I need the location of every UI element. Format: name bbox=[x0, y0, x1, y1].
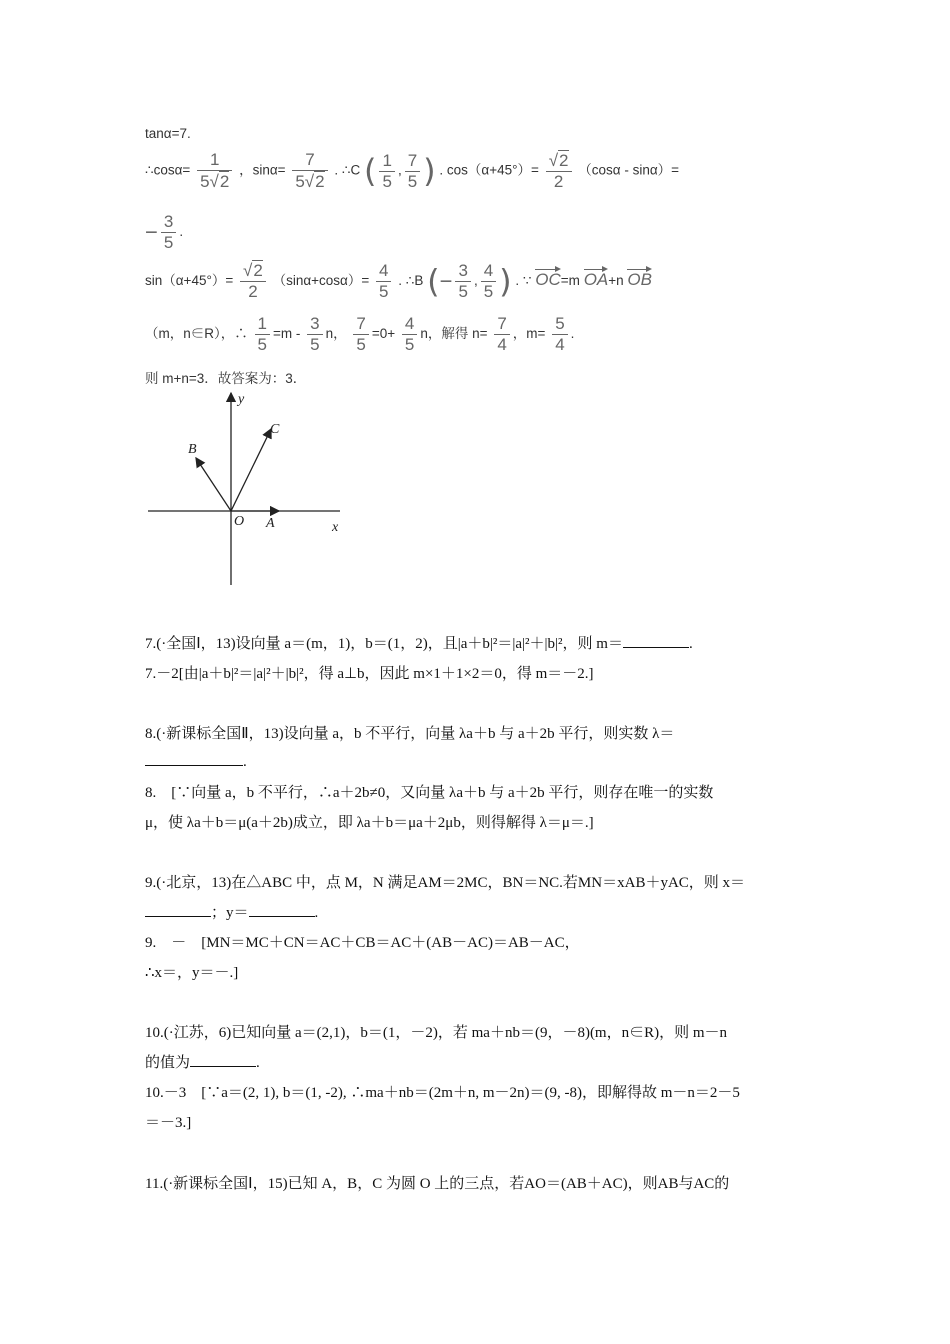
b-x-fraction: $\frac{3}{5}$ bbox=[455, 261, 470, 302]
a-label: A bbox=[266, 516, 275, 531]
sol6-line5: （m，n∈R），∴ $\frac{1}{5}$ =m - $\frac{3}{5}$ n， $\frac{7}{5}$ =0+ $\frac{4}{5}$ n，解得 n= $\frac{7}{4}$ ，m= $\frac{5}{4}$ . bbox=[145, 314, 575, 354]
answer-blank bbox=[249, 902, 315, 917]
q7-stem: 7.(·全国Ⅰ，13)设向量 a＝(m，1)，b＝(1，2)，且|a＋b|²＝|a|²＋|b|²，则 m＝ . bbox=[145, 632, 693, 653]
x-label: x bbox=[332, 520, 339, 535]
tan-text: tanα=7. bbox=[145, 126, 191, 141]
y-label: y bbox=[238, 392, 245, 407]
sol6-line4: sin（α+45°）= $\frac{√2}{2}$ （sinα+cosα）= $\frac{4}{5}$ . ∴B (− $\frac{3}{5}$ , $\frac{4}{5}$ ) . ∵ OC=m OA+n OB bbox=[145, 261, 652, 301]
point-b-label: . ∴B bbox=[398, 273, 424, 289]
b-y-fraction: $\frac{4}{5}$ bbox=[481, 261, 496, 302]
cos45-label: . cos（α+45°）= bbox=[439, 162, 539, 178]
q9-answer-2: ∴x＝，y＝－.] bbox=[145, 965, 239, 981]
point-c-label: . ∴C bbox=[334, 162, 361, 178]
vector-oc: OC bbox=[535, 266, 561, 290]
sol6-conclusion: 则 m+n=3．故答案为：3． bbox=[145, 371, 307, 386]
mn-real: （m，n∈R），∴ bbox=[145, 326, 248, 342]
q8-answer-2: μ，使 λa＋b＝μ(a＋2b)成立，即 λa＋b＝μa＋2μb，则得解得 λ＝μ＝.] bbox=[145, 815, 594, 831]
n-result: $\frac{7}{4}$ bbox=[494, 314, 509, 355]
q9-answer-1: 9. － [MN＝MC＋CN＝AC＋CB＝AC＋(AB－AC)＝AB－AC， bbox=[145, 935, 580, 951]
q10-answer-2: ＝－3.] bbox=[145, 1115, 192, 1131]
cos-minus-sin: （cosα - sinα）= bbox=[578, 162, 680, 178]
half-root2-fraction-2: $\frac{√2}{2}$ bbox=[240, 260, 266, 302]
sin-label: ，sinα= bbox=[239, 162, 286, 178]
m-result: $\frac{5}{4}$ bbox=[552, 314, 567, 355]
four-fifths: $\frac{4}{5}$ bbox=[376, 261, 391, 302]
q7-answer: 7.－2[由|a＋b|²＝|a|²＋|b|²，得 a⊥b，因此 m×1＋1×2＝0，得 m＝－2.] bbox=[145, 666, 594, 682]
q8-stem-cont: . bbox=[145, 751, 247, 771]
q10-stem-cont: 的值为 . bbox=[145, 1051, 260, 1072]
sol6-line1 bbox=[145, 126, 191, 141]
sol6-line2: ∴cosα= $\frac{1}{5√2}$ ，sinα= $\frac{7}{5√2}$ . ∴C ( $\frac{1}{5}$ , $\frac{7}{5}$ ) . cos（α+45°）= $\frac{√2}{2}$ （cosα - sinα）= bbox=[145, 150, 680, 191]
sol6-line3: − $\frac{3}{5}$ . bbox=[145, 212, 184, 252]
neg-three-fifths: $\frac{3}{5}$ bbox=[161, 212, 176, 253]
q10-stem: 10.(·江苏，6)已知向量 a＝(2,1)，b＝(1，－2)，若 ma＋nb＝(9，－8)(m，n∈R)，则 m－n bbox=[145, 1025, 728, 1041]
q9-stem: 9.(·北京，13)在△ABC 中，点 M，N 满足AM＝2MC，BN＝NC.若MN＝xAB＋yAC，则 x＝ bbox=[145, 875, 746, 891]
q8-stem: 8.(·新课标全国Ⅱ，13)设向量 a，b 不平行，向量 λa＋b 与 a＋2b 平行，则实数 λ＝ bbox=[145, 726, 675, 742]
half-root2-fraction: $\frac{√2}{2}$ bbox=[546, 150, 572, 192]
q10-answer-1: 10.－3 [∵a＝(2, 1), b＝(1, -2), ∴ma＋nb＝(2m＋n, m－2n)＝(9, -8)，即解得故 m－n＝2－5 bbox=[145, 1085, 740, 1101]
sin45-label: sin（α+45°）= bbox=[145, 273, 234, 289]
c-x-fraction: $\frac{1}{5}$ bbox=[379, 151, 394, 192]
cos-fraction: $\frac{1}{5√2}$ bbox=[197, 150, 232, 192]
answer-blank bbox=[145, 902, 211, 917]
sin-fraction: $\frac{7}{5√2}$ bbox=[292, 150, 327, 192]
eq1-fraction: $\frac{1}{5}$ bbox=[255, 314, 270, 355]
q8-answer-1: 8. [∵向量 a，b 不平行，∴a＋2b≠0，又向量 λa＋b 与 a＋2b 平行，则存在唯一的实数 bbox=[145, 785, 714, 801]
vector-ob: OB bbox=[627, 266, 652, 290]
vector-oc-arrow bbox=[231, 429, 271, 511]
q11-stem: 11.(·新课标全国Ⅰ，15)已知 A，B，C 为圆 O 上的三点，若AO＝(AB＋AC)，则AB与AC的 bbox=[145, 1176, 730, 1192]
answer-blank bbox=[623, 633, 689, 648]
origin-label: O bbox=[234, 514, 245, 529]
cos-label: ∴cosα= bbox=[145, 162, 191, 178]
c-y-fraction: $\frac{7}{5}$ bbox=[405, 151, 420, 192]
eq4-fraction: $\frac{4}{5}$ bbox=[402, 314, 417, 355]
answer-blank bbox=[190, 1052, 256, 1067]
q9-stem-cont: ；y＝ . bbox=[145, 901, 318, 922]
vector-ob-arrow bbox=[196, 458, 231, 511]
b-label: B bbox=[188, 442, 197, 457]
eq3-fraction: $\frac{7}{5}$ bbox=[353, 314, 368, 355]
sin-plus-cos: （sinα+cosα）= bbox=[272, 273, 370, 289]
eq2-fraction: $\frac{3}{5}$ bbox=[307, 314, 322, 355]
vector-oa: OA bbox=[584, 266, 609, 290]
vector-figure bbox=[140, 385, 360, 595]
answer-blank bbox=[145, 751, 243, 766]
c-label: C bbox=[270, 422, 280, 437]
